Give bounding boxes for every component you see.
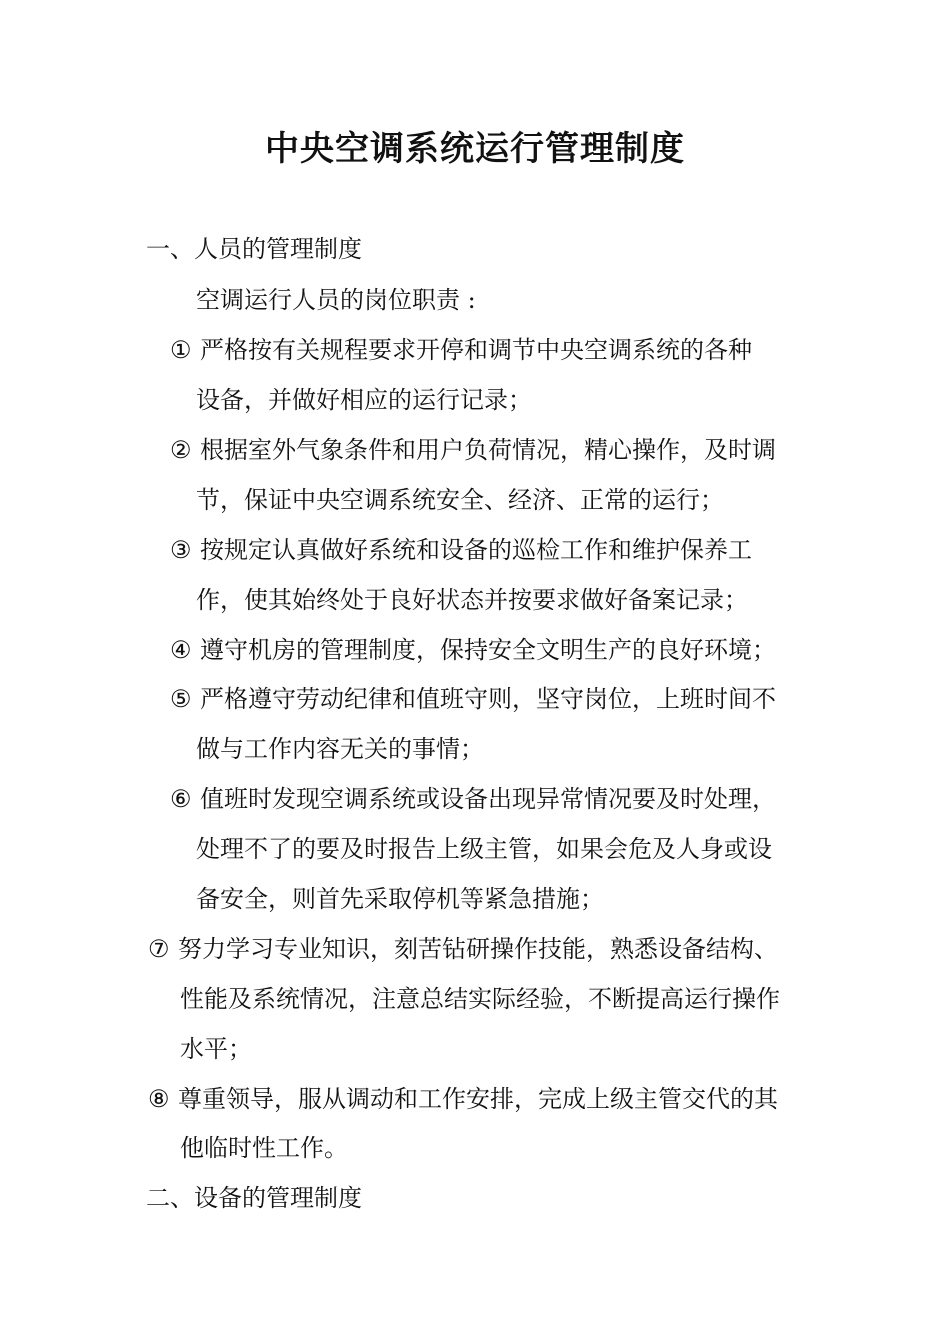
list-item-1-line-1 bbox=[170, 332, 752, 368]
list-item-7-line-2: 性能及系统情况，注意总结实际经验，不断提高运行操作 bbox=[180, 985, 780, 1013]
list-item-number: ④ bbox=[170, 636, 192, 664]
list-item-2-line-2: 节，保证中央空调系统安全、经济、正常的运行； bbox=[196, 486, 724, 514]
list-item-number: ② bbox=[170, 436, 192, 464]
list-item-3-line-2: 作，使其始终处于良好状态并按要求做好备案记录； bbox=[196, 586, 748, 614]
list-item-7-line-1 bbox=[148, 931, 778, 967]
list-item-3-line-1 bbox=[170, 532, 752, 568]
list-item-number: ③ bbox=[170, 536, 192, 564]
list-item-1-line-2: 设备，并做好相应的运行记录； bbox=[196, 386, 532, 414]
list-item-text: 努力学习专业知识，刻苦钻研操作技能，熟悉设备结构、 bbox=[178, 935, 778, 963]
list-item-6-line-2: 处理不了的要及时报告上级主管，如果会危及人身或设 bbox=[196, 835, 772, 863]
list-item-text: 严格按有关规程要求开停和调节中央空调系统的各种 bbox=[200, 336, 752, 364]
subheading-duties: 空调运行人员的岗位职责 : bbox=[196, 286, 476, 314]
list-item-8-line-1 bbox=[148, 1081, 778, 1117]
document-title: 中央空调系统运行管理制度 bbox=[265, 129, 685, 169]
list-item-2-line-1 bbox=[170, 432, 776, 468]
list-item-number: ⑤ bbox=[170, 685, 192, 713]
list-item-number: ⑥ bbox=[170, 785, 192, 813]
list-item-text: 按规定认真做好系统和设备的巡检工作和维护保养工 bbox=[200, 536, 752, 564]
list-item-6-line-1 bbox=[170, 781, 776, 817]
section-heading-equipment: 二、设备的管理制度 bbox=[146, 1184, 362, 1212]
list-item-text: 根据室外气象条件和用户负荷情况，精心操作，及时调 bbox=[200, 436, 776, 464]
list-item-5-line-2: 做与工作内容无关的事情； bbox=[196, 735, 484, 763]
list-item-text: 尊重领导，服从调动和工作安排，完成上级主管交代的其 bbox=[178, 1085, 778, 1113]
list-item-7-line-3: 水平； bbox=[180, 1035, 252, 1063]
list-item-text: 严格遵守劳动纪律和值班守则，坚守岗位，上班时间不 bbox=[200, 685, 776, 713]
list-item-6-line-3: 备安全，则首先采取停机等紧急措施； bbox=[196, 885, 604, 913]
section-heading-personnel: 一、人员的管理制度 bbox=[146, 235, 362, 263]
list-item-text: 值班时发现空调系统或设备出现异常情况要及时处理， bbox=[200, 785, 776, 813]
list-item-4-line-1 bbox=[170, 632, 776, 668]
list-item-text: 遵守机房的管理制度，保持安全文明生产的良好环境； bbox=[200, 636, 776, 664]
list-item-number: ⑦ bbox=[148, 935, 170, 963]
list-item-number: ⑧ bbox=[148, 1085, 170, 1113]
list-item-number: ① bbox=[170, 336, 192, 364]
list-item-8-line-2: 他临时性工作。 bbox=[180, 1134, 348, 1162]
list-item-5-line-1 bbox=[170, 681, 776, 717]
